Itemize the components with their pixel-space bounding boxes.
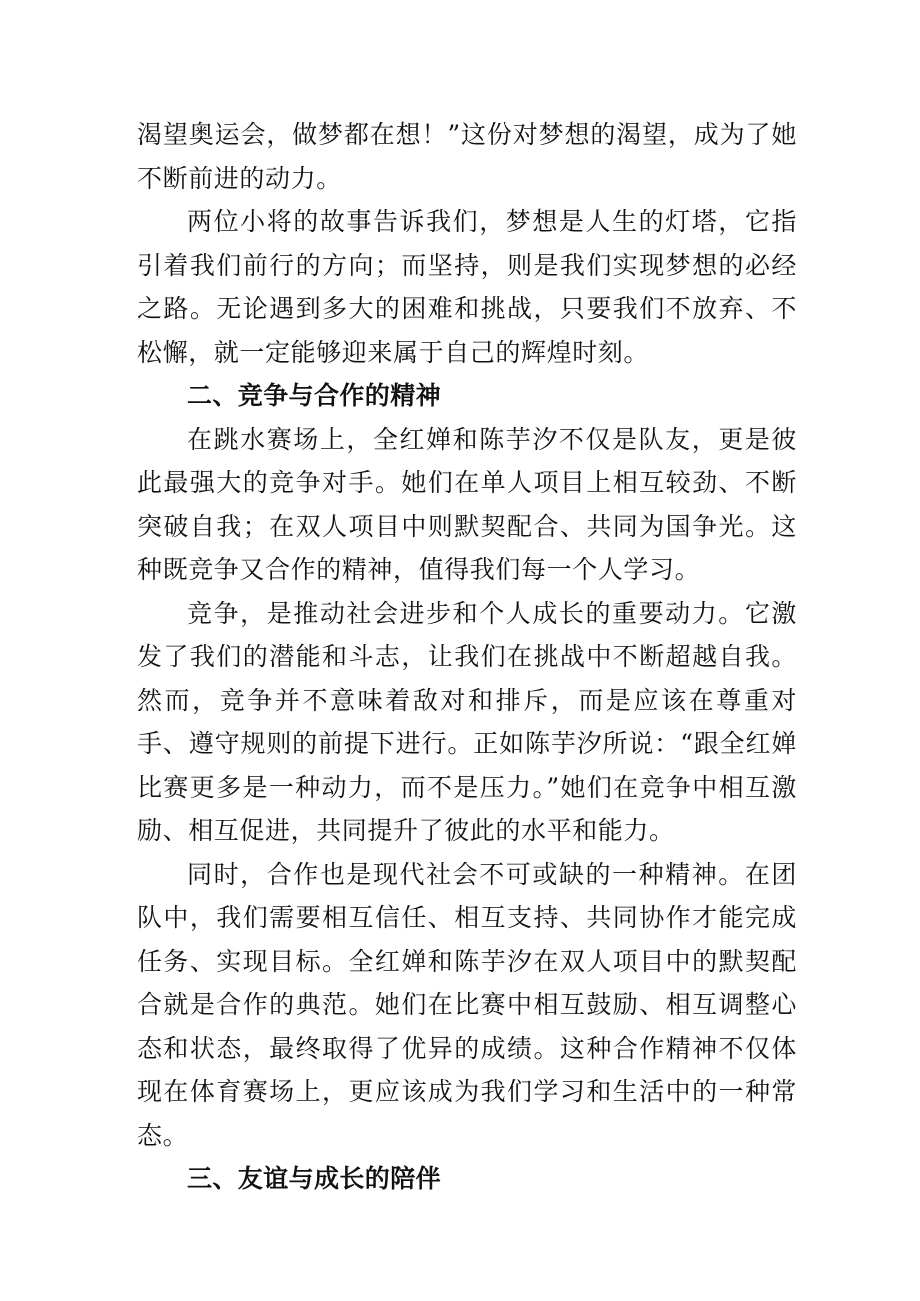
paragraph-cooperation: 同时，合作也是现代社会不可或缺的一种精神。在团队中，我们需要相互信任、相互支持、共同协作才能完成任务、实现目标。全红婵和陈芋汐在双人项目中的默契配合就是合作的典范。她们在比赛中相互鼓励、相互调整心态和状态，最终取得了优异的成绩。这种合作精神不仅体现在体育赛场上，更应该成为我们学习和生活中的一种常态。 xyxy=(137,859,797,1150)
paragraph-continued: 渴望奥运会，做梦都在想！”这份对梦想的渴望，成为了她不断前进的动力。 xyxy=(137,120,797,193)
section-heading-3: 三、友谊与成长的陪伴 xyxy=(187,1164,442,1193)
paragraph-competitors: 在跳水赛场上，全红婵和陈芋汐不仅是队友，更是彼此最强大的竞争对手。她们在单人项目上相互较劲、不断突破自我；在双人项目中则默契配合、共同为国争光。这种既竞争又合作的精神，值得我们每一个人学习。 xyxy=(137,424,797,584)
paragraph-competition: 竞争，是推动社会进步和个人成长的重要动力。它激发了我们的潜能和斗志，让我们在挑战中不断超越自我。然而，竞争并不意味着敌对和排斥，而是应该在尊重对手、遵守规则的前提下进行。正如陈芋汐所说：“跟全红婵比赛更多是一种动力，而不是压力。”她们在竞争中相互激励、相互促进，共同提升了彼此的水平和能力。 xyxy=(137,598,797,845)
section-heading-2: 二、竞争与合作的精神 xyxy=(187,381,442,410)
document-body xyxy=(137,113,797,1201)
paragraph-dream-lighthouse: 两位小将的故事告诉我们，梦想是人生的灯塔，它指引着我们前行的方向；而坚持，则是我们实现梦想的必经之路。无论遇到多大的困难和挑战，只要我们不放弃、不松懈，就一定能够迎来属于自己的辉煌时刻。 xyxy=(137,207,797,367)
